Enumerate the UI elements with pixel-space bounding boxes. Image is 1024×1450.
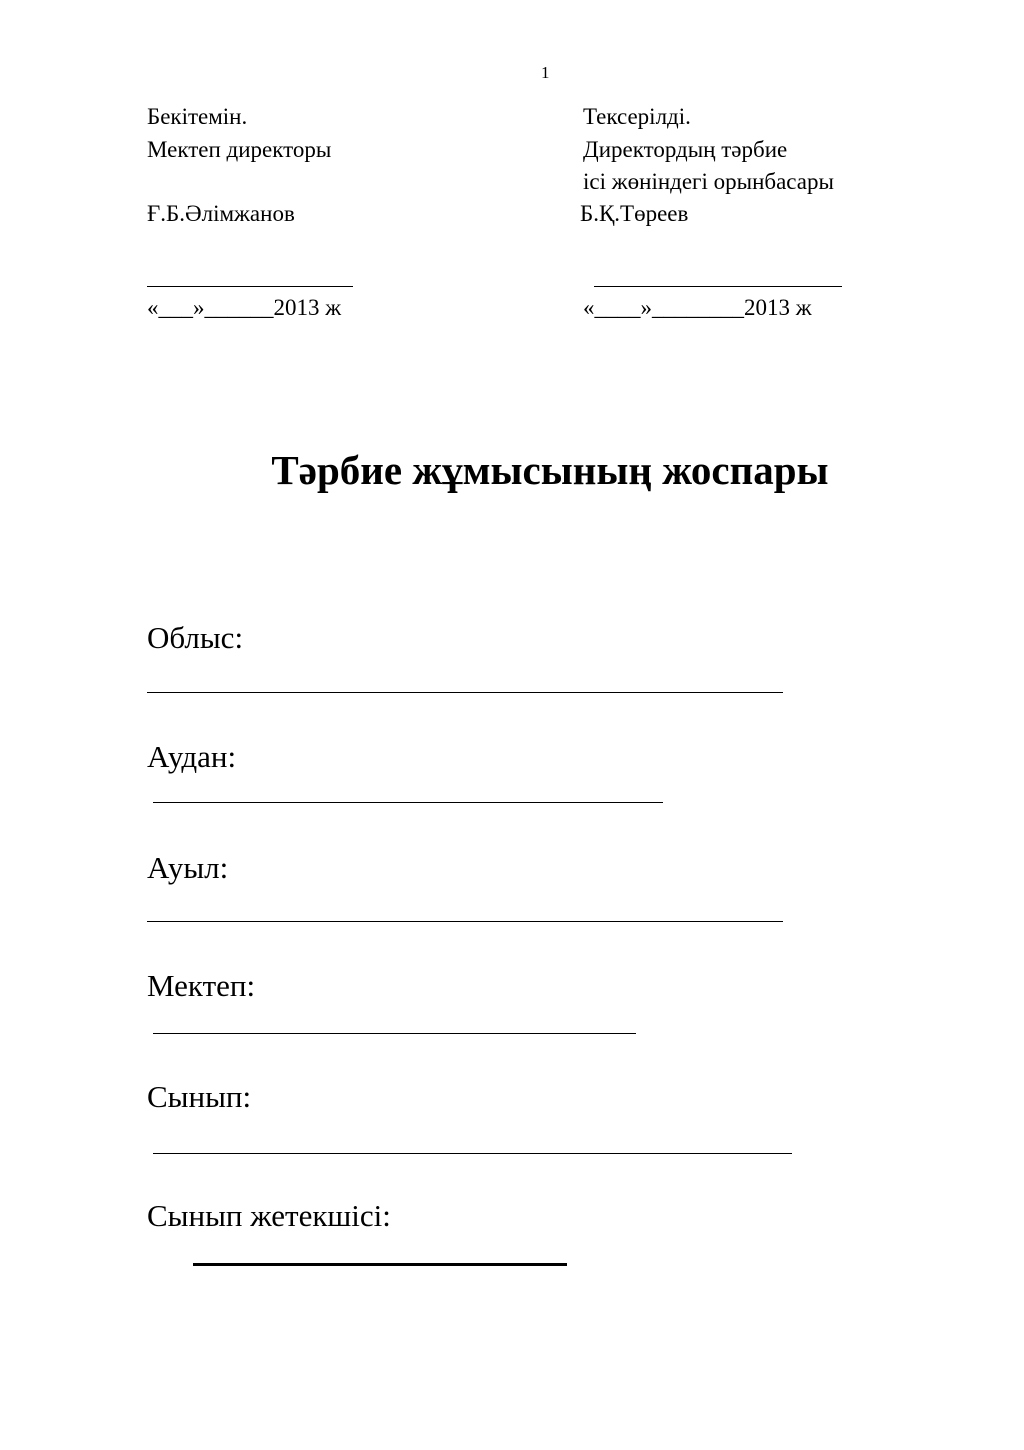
field-line-district	[153, 802, 663, 803]
field-line-school	[153, 1033, 636, 1034]
field-label-class: Сынып:	[147, 1079, 252, 1114]
approval-right-position-line1: Директордың тәрбие	[583, 137, 788, 162]
approval-left-position: Мектеп директоры	[147, 137, 332, 162]
field-line-village	[147, 921, 783, 922]
page-number: 1	[541, 63, 550, 82]
approval-right-date: «____»________2013 ж	[583, 295, 812, 320]
field-label-village: Ауыл:	[147, 850, 229, 885]
field-label-region: Облыс:	[147, 620, 244, 655]
approval-right-position-line2: ісі жөніндегі орынбасары	[583, 169, 834, 194]
field-line-region	[147, 692, 783, 693]
approval-left-date: «___»______2013 ж	[147, 295, 342, 320]
field-label-school: Мектеп:	[147, 968, 256, 1003]
field-line-class-teacher	[193, 1263, 567, 1266]
approval-left-name: Ғ.Б.Әлімжанов	[147, 201, 295, 226]
approval-left-signature-line	[147, 286, 353, 287]
field-line-class	[153, 1153, 792, 1154]
document-title: Тәрбие жұмысының жоспары	[271, 447, 829, 493]
field-label-class-teacher: Сынып жетекшісі:	[147, 1198, 391, 1233]
approval-right-signature-line	[594, 286, 842, 287]
field-label-district: Аудан:	[147, 739, 237, 774]
approval-right-heading: Тексерілді.	[583, 104, 691, 129]
approval-left-heading: Бекітемін.	[147, 104, 248, 129]
approval-right-name: Б.Қ.Төреев	[580, 201, 689, 226]
